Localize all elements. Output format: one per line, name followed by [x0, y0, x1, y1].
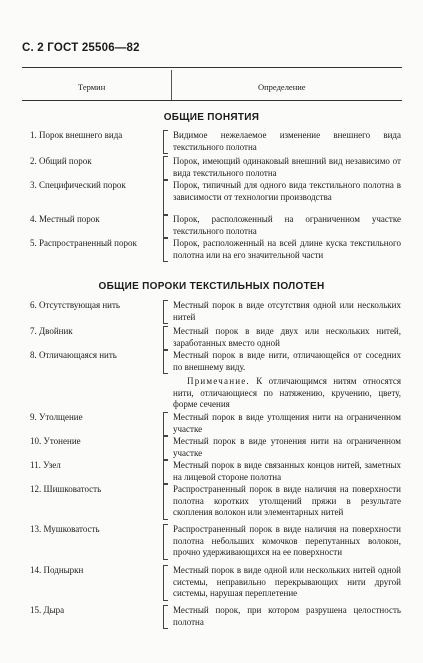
term	[30, 436, 160, 448]
table-top-rule	[22, 67, 402, 68]
definition-bracket	[163, 156, 168, 180]
column-header-term: Термин	[78, 82, 106, 92]
term-label: Мушковатость	[43, 524, 100, 534]
term-number: 8.	[30, 350, 37, 360]
term-label: Специфический порок	[39, 180, 126, 190]
term-number: 11.	[30, 460, 41, 470]
definition-bracket	[163, 460, 168, 484]
definition-bracket	[163, 412, 168, 436]
term-number: 15.	[30, 605, 42, 615]
term-number: 10.	[30, 436, 42, 446]
term-number: 2.	[30, 156, 37, 166]
term-number: 3.	[30, 180, 37, 190]
definition: Местный порок, при котором разрушена целостность полотна	[173, 605, 401, 627]
term	[30, 460, 160, 472]
term	[30, 565, 160, 577]
definition-bracket	[163, 436, 168, 460]
term	[30, 238, 160, 250]
definition: Порок, расположенный на всей длине куска текстильного полотна или на его значительной части	[173, 238, 401, 260]
term-number: 13.	[30, 524, 42, 534]
definition: Местный порок в виде утонения нити на ограниченном участке	[173, 436, 401, 458]
term	[30, 326, 160, 338]
term	[30, 300, 160, 312]
definition-bracket	[163, 565, 168, 601]
definition: Распространенный порок в виде наличия на поверхности полотна небольших комочков перепутанных волокон, прочно удерживающихся на ее поверхности	[173, 524, 401, 558]
definition: Местный порок в виде утолщения нити на ограниченном участке	[173, 412, 401, 434]
note-label: Примечание.	[187, 376, 250, 386]
definition: Порок, типичный для одного вида текстильного полотна в зависимости от технологии производства	[173, 180, 401, 202]
definition-bracket	[163, 524, 168, 560]
definition: Местный порок в виде одной или нескольких нитей одной системы, неправильно перекрывающих нити другой системы, нарушая переплетение	[173, 565, 401, 599]
term-label: Двойник	[39, 326, 73, 336]
term-number: 9.	[30, 412, 37, 422]
term-label: Порок внешнего вида	[39, 130, 123, 140]
term-number: 5.	[30, 238, 37, 248]
page-header: С. 2 ГОСТ 25506—82	[22, 42, 140, 54]
definition-bracket	[163, 350, 168, 374]
term-number: 7.	[30, 326, 37, 336]
definition: Видимое нежелаемое изменение внешнего вида текстильного полотна	[173, 130, 401, 152]
definition-bracket	[163, 214, 168, 238]
definition-bracket	[163, 238, 168, 262]
column-header-definition: Определение	[258, 82, 306, 92]
table-header-rule	[22, 100, 402, 101]
term	[30, 524, 160, 536]
term	[30, 180, 160, 192]
term-label: Узел	[43, 460, 61, 470]
term-number: 1.	[30, 130, 37, 140]
term-label: Отсутствующая нить	[39, 300, 121, 310]
section-title: ОБЩИЕ ПОРОКИ ТЕКСТИЛЬНЫХ ПОЛОТЕН	[98, 281, 325, 292]
definition: Местный порок в виде нити, отличающейся от соседних по внешнему виду.	[173, 350, 401, 372]
term-number: 4.	[30, 214, 37, 224]
definition: Местный порок в виде двух или нескольких нитей, заработанных вместо одной	[173, 326, 401, 348]
term	[30, 130, 160, 142]
term-label: Отличающаяся нить	[39, 350, 117, 360]
term-number: 14.	[30, 565, 42, 575]
definition-bracket	[163, 326, 168, 350]
note-text: К отличающимся нитям относятся нити, отличающиеся по натяжению, кручению, цвету, форме сечения	[173, 376, 401, 410]
column-divider	[171, 70, 172, 100]
term-label: Подныркн	[43, 565, 84, 575]
definition-bracket	[163, 300, 168, 324]
term-label: Утонение	[43, 436, 81, 446]
term	[30, 605, 160, 617]
term	[30, 156, 160, 168]
term	[30, 412, 160, 424]
term	[30, 214, 160, 226]
definition-bracket	[163, 484, 168, 520]
term-label: Шишковатость	[43, 484, 102, 494]
term-number: 6.	[30, 300, 37, 310]
term-label: Утолщение	[39, 412, 83, 422]
definition: Порок, расположенный на ограниченном участке текстильного полотна	[173, 214, 401, 236]
definition: Распространенный порок в виде наличия на поверхности полотна коротких утолщений пряжи в результате скопления волокон или элементарных нитей	[173, 484, 401, 518]
definition: Местный порок в виде связанных концов нитей, заметных на лицевой стороне полотна	[173, 460, 401, 482]
term	[30, 350, 160, 362]
term-label: Общий порок	[39, 156, 92, 166]
definition: Местный порок в виде отсутствия одной или нескольких нитей	[173, 300, 401, 322]
term-label: Местный порок	[39, 214, 100, 224]
term-label: Дыра	[43, 605, 65, 615]
note	[173, 376, 401, 411]
definition-bracket	[163, 180, 168, 216]
definition-bracket	[163, 130, 168, 154]
definition: Порок, имеющий одинаковый внешний вид независимо от вида текстильного полотна	[173, 156, 401, 178]
definition-bracket	[163, 605, 168, 629]
section-title: ОБЩИЕ ПОНЯТИЯ	[163, 112, 260, 123]
term-number: 12.	[30, 484, 42, 494]
term	[30, 484, 160, 496]
term-label: Распространенный порок	[39, 238, 137, 248]
